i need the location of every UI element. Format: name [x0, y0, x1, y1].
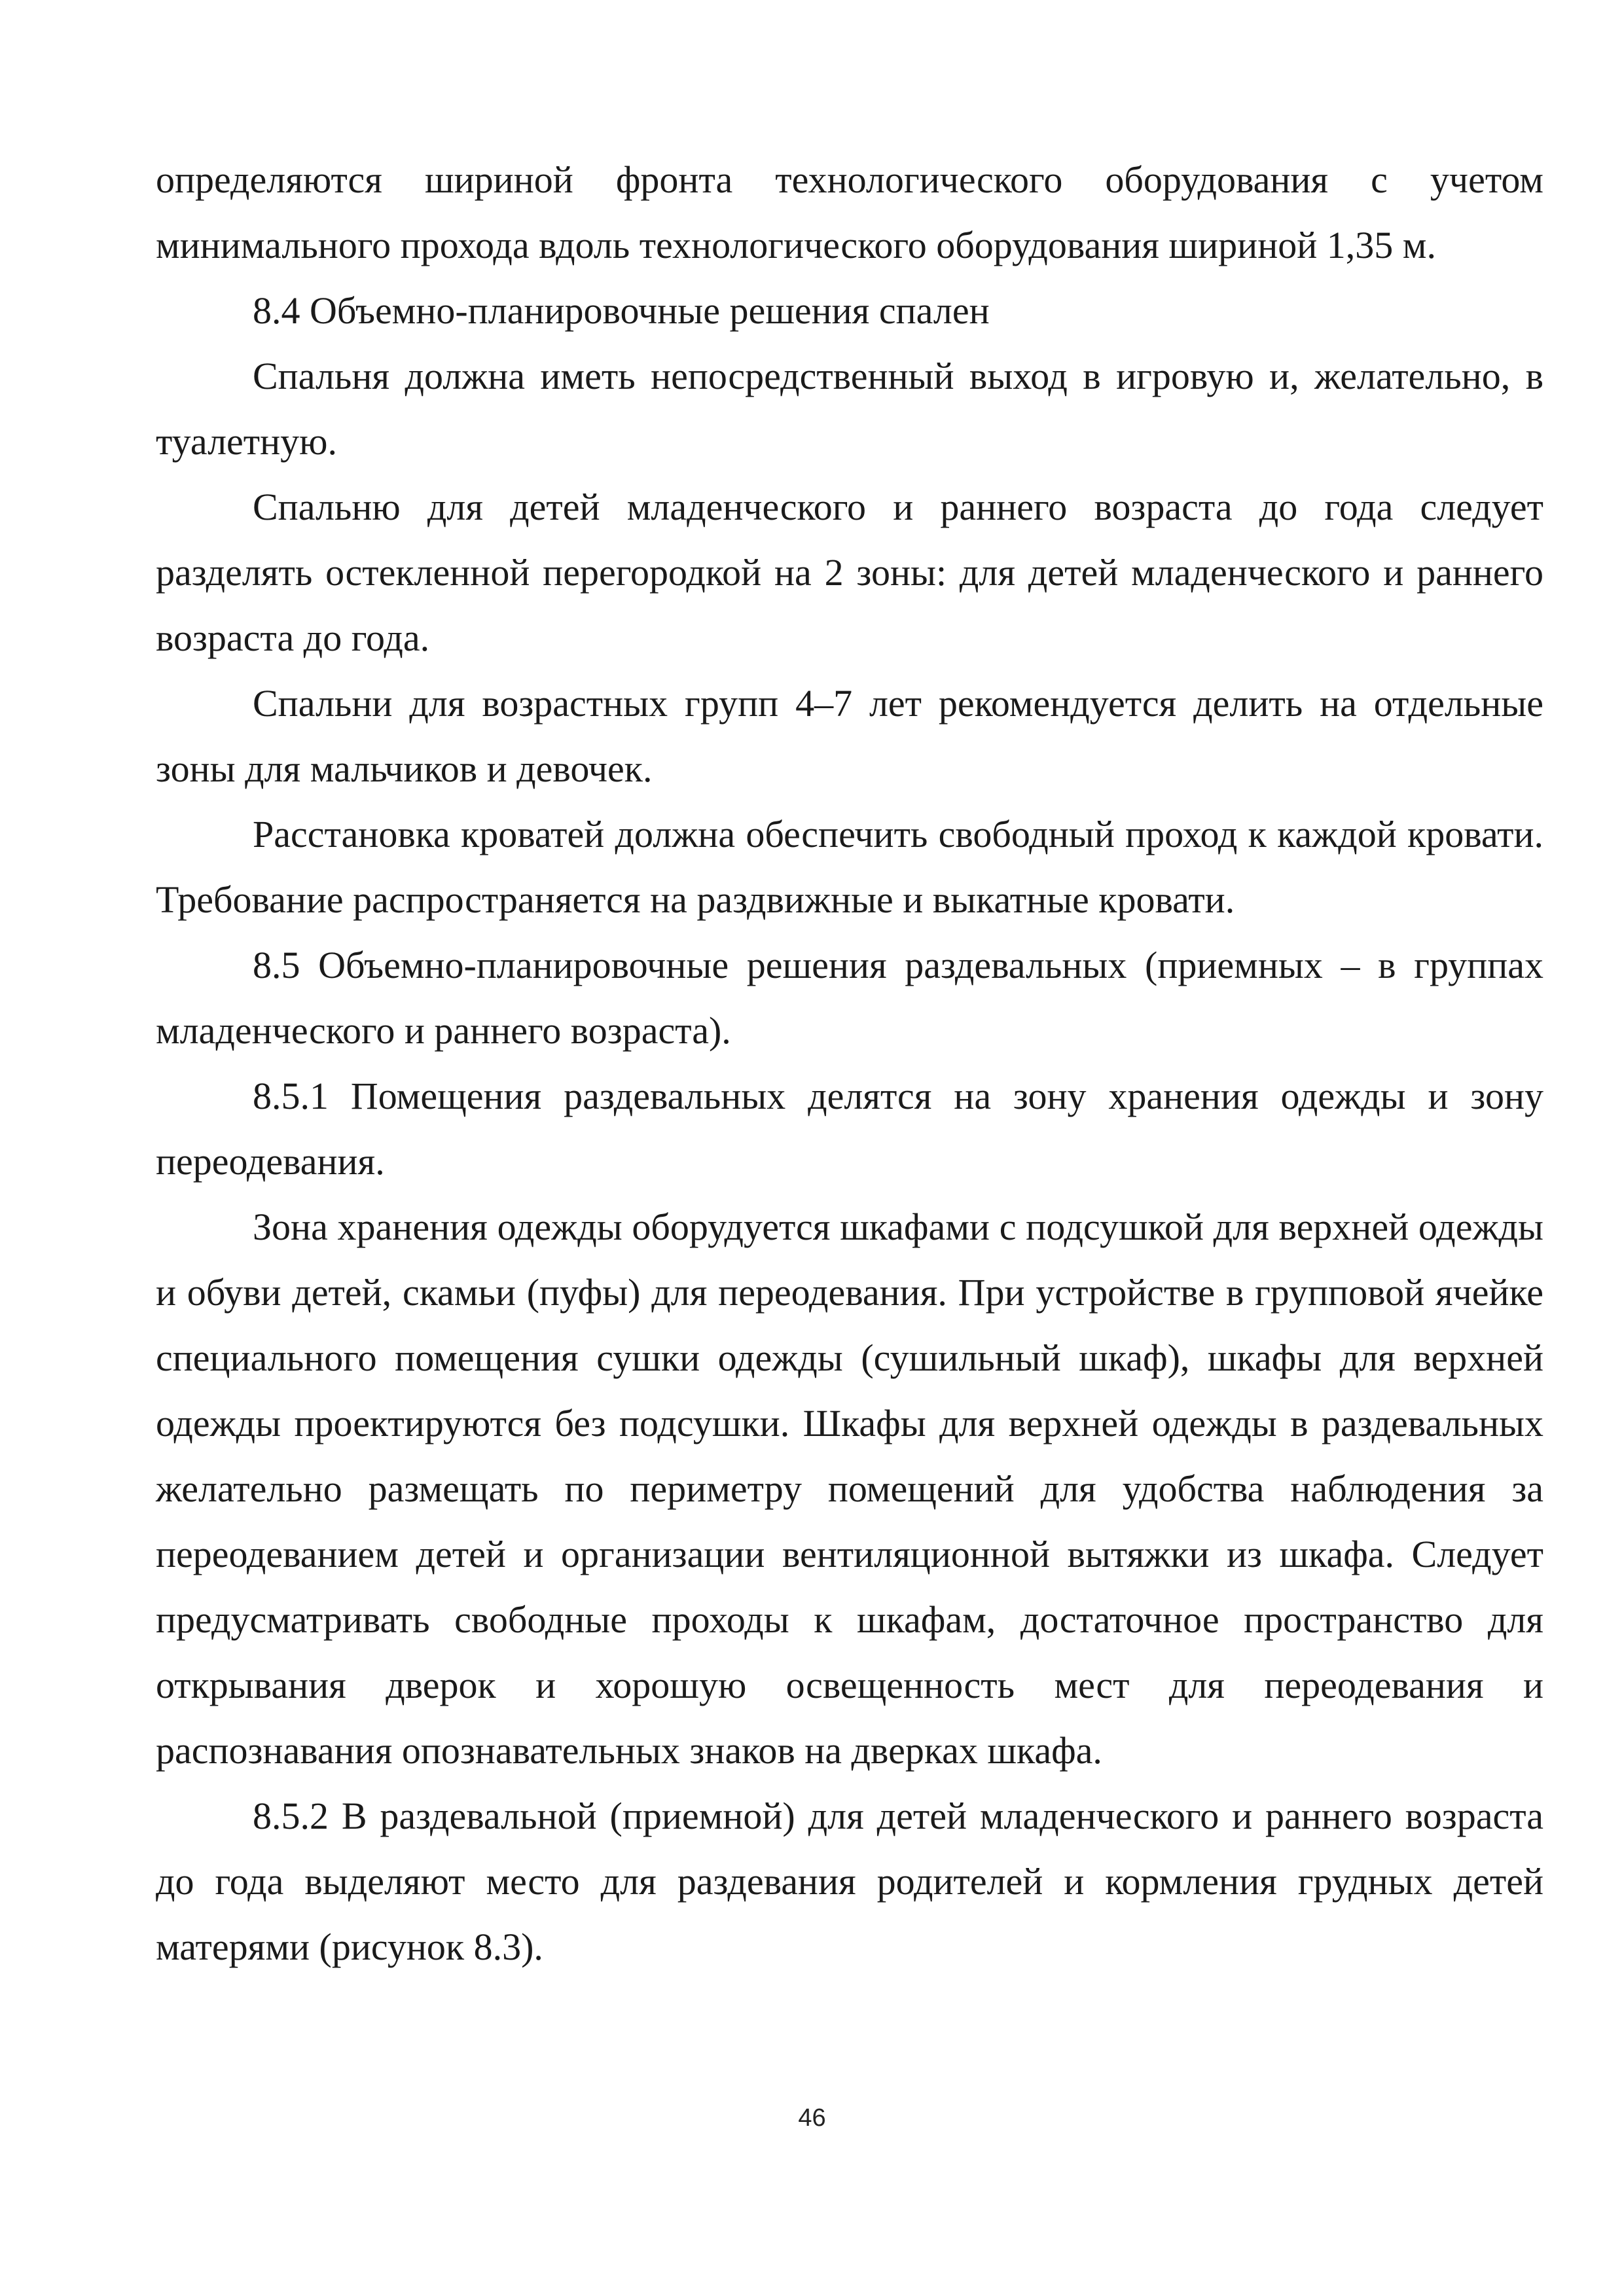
- page-number: 46: [798, 2104, 826, 2132]
- paragraph: Зона хранения одежды оборудуется шкафами с подсушкой для верхней одежды и обуви детей, скамьи (пуфы) для переодевания. При устройстве в групповой ячейке специального помещения сушки одежды (сушильный шкаф), шкафы для верхней одежды проектируются без подсушки. Шкафы для верхней одежды в раздевальных желательно размещать по периметру помещений для удобства наблюдения за переодеванием детей и организации вентиляционной вытяжки из шкафа. Следует предусматривать свободные проходы к шкафам, достаточное пространство для открывания дверок и хорошую освещенность мест для переодевания и распознавания опознавательных знаков на дверках шкафа.: [156, 1206, 1543, 1772]
- subsection-8-5-1: 8.5.1 Помещения раздевальных делятся на зону хранения одежды и зону переодевания.: [156, 1075, 1543, 1183]
- paragraph: Спальня должна иметь непосредственный выход в игровую и, желательно, в туалетную.: [156, 355, 1543, 463]
- paragraph: Спальни для возрастных групп 4–7 лет рекомендуется делить на отдельные зоны для мальчиков и девочек.: [156, 682, 1543, 790]
- paragraph: Расстановка кроватей должна обеспечить свободный проход к каждой кровати. Требование распространяется на раздвижные и выкатные кровати.: [156, 813, 1543, 921]
- section-heading-8-5: 8.5 Объемно-планировочные решения раздевальных (приемных – в группах младенческого и раннего возраста).: [156, 944, 1543, 1052]
- section-heading-8-4: 8.4 Объемно-планировочные решения спален: [253, 289, 990, 332]
- paragraph-continuation: определяются шириной фронта технологического оборудования с учетом минимального прохода вдоль технологического оборудования шириной 1,35 м.: [156, 158, 1543, 266]
- subsection-8-5-2: 8.5.2 В раздевальной (приемной) для детей младенческого и раннего возраста до года выделяют место для раздевания родителей и кормления грудных детей матерями (рисунок 8.3).: [156, 1795, 1543, 1968]
- page-body: [156, 147, 1543, 1980]
- paragraph: Спальню для детей младенческого и раннего возраста до года следует разделять остекленной перегородкой на 2 зоны: для детей младенческого и раннего возраста до года.: [156, 486, 1543, 659]
